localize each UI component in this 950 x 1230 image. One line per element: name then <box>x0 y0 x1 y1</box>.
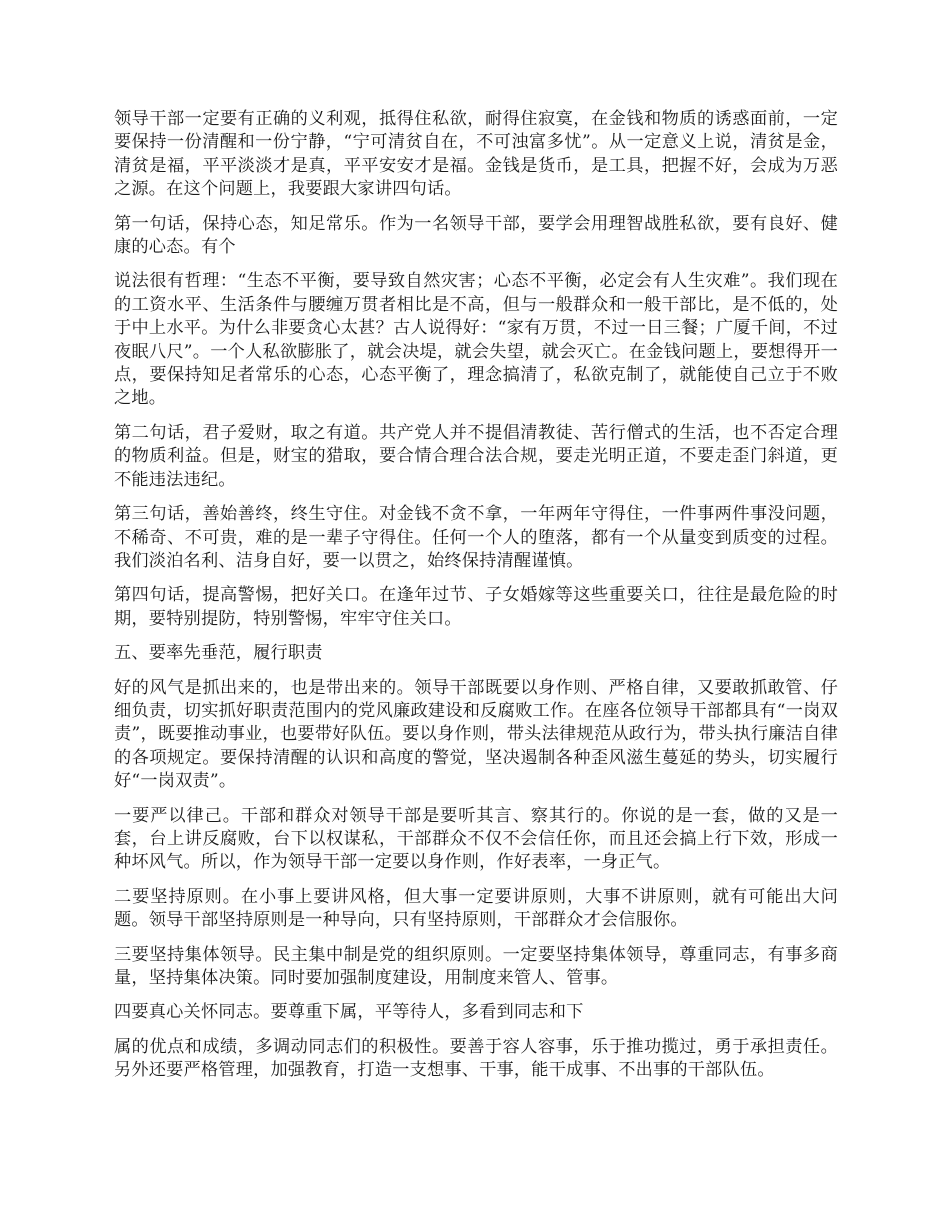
paragraph-point-three: 第三句话，善始善终，终生守住。对金钱不贪不拿，一年两年守得住，一件事两件事没问题，不稀奇、不可贵，难的是一辈子守得住。任何一个人的堕落，都有一个从量变到质变的过程。我们淡泊名利、洁身自好，要一以贯之，始终保持清醒谨慎。 <box>114 504 838 571</box>
paragraph-self-discipline: 一要严以律己。干部和群众对领导干部是要听其言、察其行的。你说的是一套，做的又是一套，台上讲反腐败，台下以权谋私，干部群众不仅不会信任你，而且还会搞上行下效，形成一种坏风气。所以，作为领导干部一定要以身作则，作好表率，一身正气。 <box>114 805 838 873</box>
section-heading-five: 五、要率先垂范，履行职责 <box>114 643 323 664</box>
paragraph-care-for-colleagues-continued: 属的优点和成绩，多调动同志们的积极性。要善于容人容事，乐于推功揽过，勇于承担责任。另外还要严格管理，加强教育，打造一支想事、干事，能干成事、不出事的干部队伍。 <box>114 1036 838 1081</box>
paragraph-point-one-continued: 说法很有哲理：“生态不平衡，要导致自然灾害；心态不平衡，必定会有人生灾难”。我们现在的工资水平、生活条件与腰缠万贯者相比是不高，但与一般群众和一般干部比，是不低的，处于中上水平。为什么非要贪心太甚？古人说得好：“家有万贯，不过一日三餐；广厦千间，不过夜眠八尺”。一个人私欲膨胀了，就会决堤，就会失望，就会灭亡。在金钱问题上，要想得开一点，要保持知足者常乐的心态，心态平衡了，理念搞清了，私欲克制了，就能使自己立于不败之地。 <box>114 271 838 409</box>
paragraph-point-four: 第四句话，提高警惕，把好关口。在逢年过节、子女婚嫁等这些重要关口，往往是最危险的时期，要特别提防，特别警惕，牢牢守住关口。 <box>114 585 838 629</box>
paragraph-collective-leadership: 三要坚持集体领导。民主集中制是党的组织原则。一定要坚持集体领导，尊重同志，有事多商量，坚持集体决策。同时要加强制度建设，用制度来管人、管事。 <box>114 944 838 988</box>
document-body <box>114 108 838 1094</box>
paragraph-point-two: 第二句话，君子爱财，取之有道。共产党人并不提倡清教徒、苦行僧式的生活，也不否定合理的物质利益。但是，财宝的猎取，要合情合理合法合规，要走光明正道，不要走歪门斜道，更不能违法违纪。 <box>114 422 838 490</box>
paragraph-point-one: 第一句话，保持心态，知足常乐。作为一名领导干部，要学会用理智战胜私欲，要有良好、健康的心态。有个 <box>114 213 838 258</box>
paragraph-principles: 二要坚持原则。在小事上要讲风格，但大事一定要讲原则，大事不讲原则，就有可能出大问题。领导干部坚持原则是一种导向，只有坚持原则，干部群众才会信服你。 <box>114 886 838 931</box>
paragraph-section-five-intro: 好的风气是抓出来的，也是带出来的。领导干部既要以身作则、严格自律，又要敢抓敢管、仔细负责，切实抓好职责范围内的党风廉政建设和反腐败工作。在座各位领导干部都具有“一岗双责”，既要推动事业，也要带好队伍。要以身作则，带头法律规范从政行为，带头执行廉洁自律的各项规定。要保持清醒的认识和高度的警觉，坚决遏制各种歪风滋生蔓延的势头，切实履行好“一岗双责”。 <box>114 677 838 792</box>
paragraph-care-for-colleagues: 四要真心关怀同志。要尊重下属，平等待人，多看到同志和下 <box>114 1002 584 1023</box>
paragraph-intro: 领导干部一定要有正确的义利观，抵得住私欲，耐得住寂寞，在金钱和物质的诱惑面前，一定要保持一份清醒和一份宁静，“宁可清贫自在，不可浊富多忧”。从一定意义上说，清贫是金，清贫是福，平平淡淡才是真，平平安安才是福。金钱是货币，是工具，把握不好，会成为万恶之源。在这个问题上，我要跟大家讲四句话。 <box>114 109 838 200</box>
